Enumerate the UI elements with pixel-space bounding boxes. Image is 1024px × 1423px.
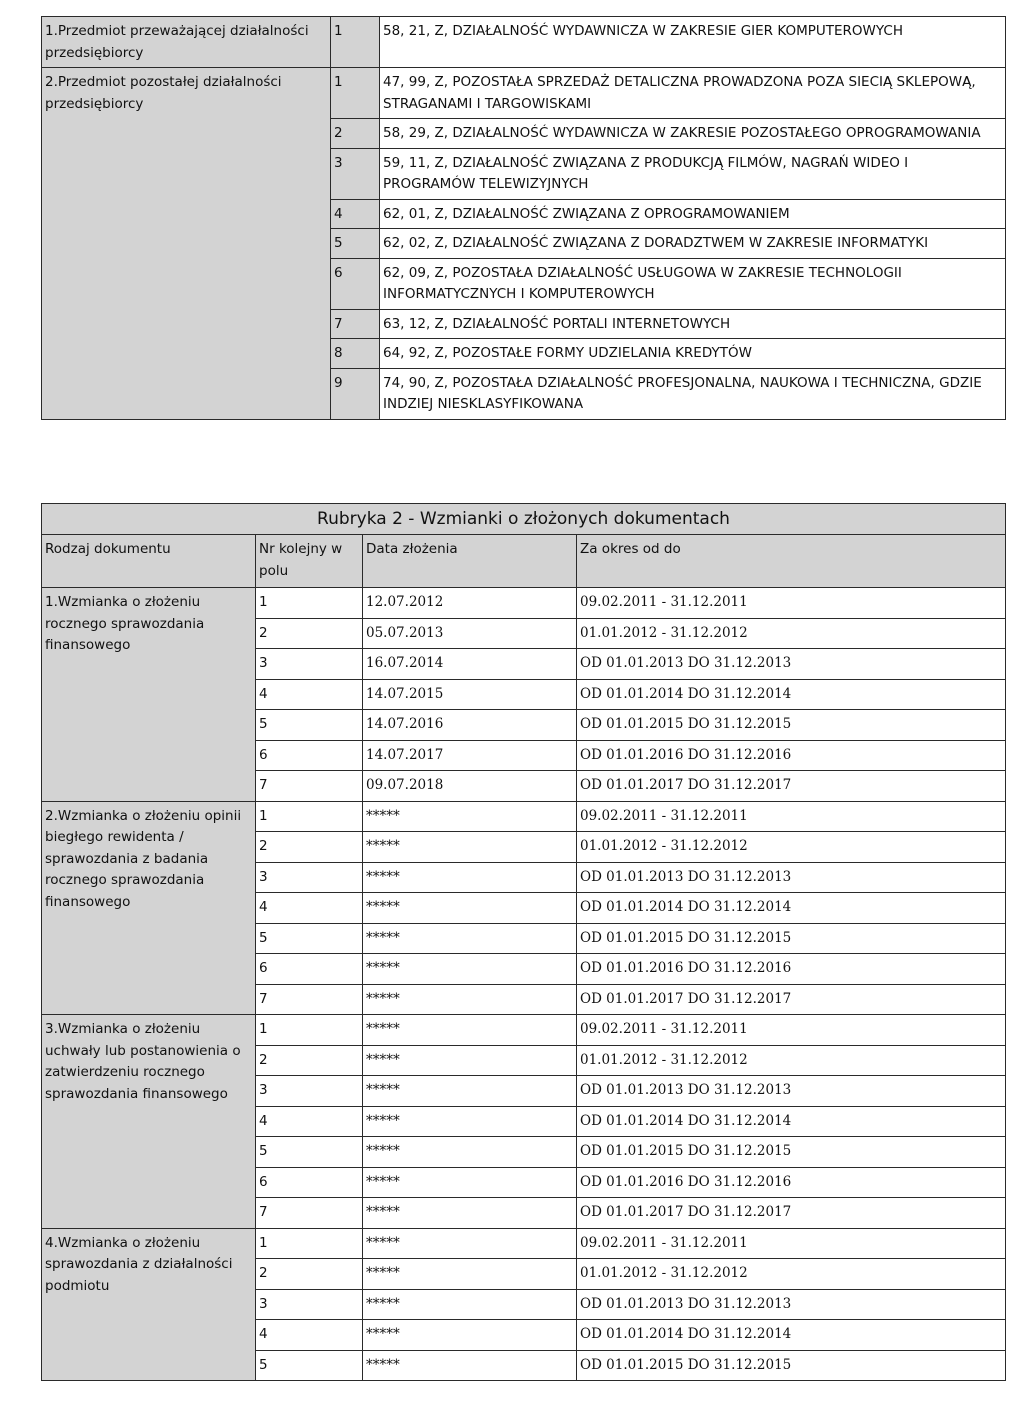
- rubryka-2-table: [41, 503, 1006, 1381]
- document-sequence-number: 5: [256, 1137, 363, 1168]
- activity-entry-text: 62, 02, Z, DZIAŁALNOŚĆ ZWIĄZANA Z DORADZTWEM W ZAKRESIE INFORMATYKI: [380, 229, 1006, 259]
- document-sequence-number: 1: [256, 588, 363, 619]
- activity-table: [41, 16, 1006, 420]
- document-filing-date: *****: [363, 1228, 577, 1259]
- activity-entry-text: 58, 29, Z, DZIAŁALNOŚĆ WYDAWNICZA W ZAKRESIE POZOSTAŁEGO OPROGRAMOWANIA: [380, 119, 1006, 149]
- document-sequence-number: 7: [256, 771, 363, 802]
- document-period: OD 01.01.2013 DO 31.12.2013: [577, 1289, 1006, 1320]
- rubryka-2-title-row: [42, 504, 1006, 535]
- document-filing-date: *****: [363, 1320, 577, 1351]
- document-sequence-number: 6: [256, 740, 363, 771]
- document-period: OD 01.01.2014 DO 31.12.2014: [577, 679, 1006, 710]
- activity-row: [42, 68, 1006, 119]
- document-sequence-number: 4: [256, 679, 363, 710]
- document-sequence-number: 1: [256, 801, 363, 832]
- document-sequence-number: 4: [256, 1106, 363, 1137]
- document-type-label: 4.Wzmianka o złożeniu sprawozdania z działalności podmiotu: [42, 1228, 256, 1381]
- document-period: OD 01.01.2013 DO 31.12.2013: [577, 1076, 1006, 1107]
- document-period: 09.02.2011 - 31.12.2011: [577, 1015, 1006, 1046]
- activity-entry-text: 62, 09, Z, POZOSTAŁA DZIAŁALNOŚĆ USŁUGOWA W ZAKRESIE TECHNOLOGII INFORMATYCZNYCH I KOMPUTEROWYCH: [380, 258, 1006, 309]
- document-filing-date: *****: [363, 954, 577, 985]
- activity-entry-text: 58, 21, Z, DZIAŁALNOŚĆ WYDAWNICZA W ZAKRESIE GIER KOMPUTEROWYCH: [380, 17, 1006, 68]
- document-filing-date: 14.07.2016: [363, 710, 577, 741]
- document-sequence-number: 4: [256, 1320, 363, 1351]
- document-period: OD 01.01.2015 DO 31.12.2015: [577, 923, 1006, 954]
- document-filing-date: *****: [363, 801, 577, 832]
- document-period: OD 01.01.2014 DO 31.12.2014: [577, 893, 1006, 924]
- document-period: OD 01.01.2015 DO 31.12.2015: [577, 710, 1006, 741]
- document-sequence-number: 5: [256, 1350, 363, 1381]
- activity-entry-number: 2: [331, 119, 380, 149]
- document-sequence-number: 7: [256, 1198, 363, 1229]
- activity-entry-number: 5: [331, 229, 380, 259]
- document-period: 09.02.2011 - 31.12.2011: [577, 1228, 1006, 1259]
- rubryka-2-body: [42, 504, 1006, 1381]
- document-filing-date: *****: [363, 923, 577, 954]
- activity-entry-text: 59, 11, Z, DZIAŁALNOŚĆ ZWIĄZANA Z PRODUKCJĄ FILMÓW, NAGRAŃ WIDEO I PROGRAMÓW TELEWIZYJNYCH: [380, 148, 1006, 199]
- activity-row: [42, 17, 1006, 68]
- document-period: OD 01.01.2016 DO 31.12.2016: [577, 740, 1006, 771]
- activity-entry-number: 6: [331, 258, 380, 309]
- header-rodzaj-dokumentu: Rodzaj dokumentu: [42, 535, 256, 588]
- document-sequence-number: 5: [256, 710, 363, 741]
- document-filing-date: 14.07.2015: [363, 679, 577, 710]
- document-filing-date: *****: [363, 893, 577, 924]
- document-period: OD 01.01.2014 DO 31.12.2014: [577, 1320, 1006, 1351]
- document-sequence-number: 5: [256, 923, 363, 954]
- document-filing-date: *****: [363, 1167, 577, 1198]
- activity-entry-number: 7: [331, 309, 380, 339]
- header-nr-kolejny: Nr kolejny w polu: [256, 535, 363, 588]
- document-filing-date: 14.07.2017: [363, 740, 577, 771]
- activity-entry-text: 64, 92, Z, POZOSTAŁE FORMY UDZIELANIA KREDYTÓW: [380, 339, 1006, 369]
- document-sequence-number: 2: [256, 618, 363, 649]
- activity-entry-number: 9: [331, 368, 380, 419]
- document-filing-date: *****: [363, 1045, 577, 1076]
- document-filing-date: *****: [363, 862, 577, 893]
- document-period: OD 01.01.2013 DO 31.12.2013: [577, 649, 1006, 680]
- document-sequence-number: 3: [256, 649, 363, 680]
- document-sequence-number: 3: [256, 862, 363, 893]
- document-type-label: 3.Wzmianka o złożeniu uchwały lub postanowienia o zatwierdzeniu rocznego sprawozdania finansowego: [42, 1015, 256, 1229]
- activity-entry-number: 8: [331, 339, 380, 369]
- document-sequence-number: 1: [256, 1015, 363, 1046]
- document-filing-date: 16.07.2014: [363, 649, 577, 680]
- document-row: [42, 588, 1006, 619]
- document-sequence-number: 1: [256, 1228, 363, 1259]
- rubryka-2-title: Rubryka 2 - Wzmianki o złożonych dokumentach: [42, 504, 1006, 535]
- document-filing-date: *****: [363, 1137, 577, 1168]
- document-row: [42, 1015, 1006, 1046]
- document-sequence-number: 6: [256, 954, 363, 985]
- header-data-zlozenia: Data złożenia: [363, 535, 577, 588]
- document-period: OD 01.01.2015 DO 31.12.2015: [577, 1137, 1006, 1168]
- document-period: OD 01.01.2013 DO 31.12.2013: [577, 862, 1006, 893]
- document-period: OD 01.01.2016 DO 31.12.2016: [577, 1167, 1006, 1198]
- document-period: 01.01.2012 - 31.12.2012: [577, 832, 1006, 863]
- document-sequence-number: 3: [256, 1076, 363, 1107]
- document-filing-date: *****: [363, 1198, 577, 1229]
- document-period: 01.01.2012 - 31.12.2012: [577, 1259, 1006, 1290]
- document-row: [42, 1228, 1006, 1259]
- document-period: OD 01.01.2015 DO 31.12.2015: [577, 1350, 1006, 1381]
- document-sequence-number: 2: [256, 832, 363, 863]
- activity-section-label: 2.Przedmiot pozostałej działalności przedsiębiorcy: [42, 68, 331, 420]
- document-filing-date: 05.07.2013: [363, 618, 577, 649]
- document-period: OD 01.01.2014 DO 31.12.2014: [577, 1106, 1006, 1137]
- document-period: 01.01.2012 - 31.12.2012: [577, 618, 1006, 649]
- document-filing-date: *****: [363, 832, 577, 863]
- document-filing-date: *****: [363, 1106, 577, 1137]
- document-sequence-number: 6: [256, 1167, 363, 1198]
- document-filing-date: *****: [363, 1289, 577, 1320]
- activity-table-body: [42, 17, 1006, 420]
- activity-entry-number: 4: [331, 199, 380, 229]
- document-period: OD 01.01.2017 DO 31.12.2017: [577, 1198, 1006, 1229]
- document-sequence-number: 2: [256, 1045, 363, 1076]
- document-filing-date: *****: [363, 1350, 577, 1381]
- document-filing-date: *****: [363, 984, 577, 1015]
- document-sequence-number: 3: [256, 1289, 363, 1320]
- activity-entry-text: 74, 90, Z, POZOSTAŁA DZIAŁALNOŚĆ PROFESJONALNA, NAUKOWA I TECHNICZNA, GDZIE INDZIEJ NIESKLASYFIKOWANA: [380, 368, 1006, 419]
- document-period: OD 01.01.2017 DO 31.12.2017: [577, 984, 1006, 1015]
- document-period: 09.02.2011 - 31.12.2011: [577, 801, 1006, 832]
- activity-section-label: 1.Przedmiot przeważającej działalności przedsiębiorcy: [42, 17, 331, 68]
- document-sequence-number: 4: [256, 893, 363, 924]
- document-period: 01.01.2012 - 31.12.2012: [577, 1045, 1006, 1076]
- document-sequence-number: 7: [256, 984, 363, 1015]
- document-filing-date: 12.07.2012: [363, 588, 577, 619]
- document-filing-date: 09.07.2018: [363, 771, 577, 802]
- document-filing-date: *****: [363, 1076, 577, 1107]
- document-filing-date: *****: [363, 1259, 577, 1290]
- rubryka-2-header-row: [42, 535, 1006, 588]
- activity-entry-text: 47, 99, Z, POZOSTAŁA SPRZEDAŻ DETALICZNA PROWADZONA POZA SIECIĄ SKLEPOWĄ, STRAGANAMI I TARGOWISKAMI: [380, 68, 1006, 119]
- document-period: 09.02.2011 - 31.12.2011: [577, 588, 1006, 619]
- document-type-label: 1.Wzmianka o złożeniu rocznego sprawozdania finansowego: [42, 588, 256, 802]
- activity-entry-text: 62, 01, Z, DZIAŁALNOŚĆ ZWIĄZANA Z OPROGRAMOWANIEM: [380, 199, 1006, 229]
- document-row: [42, 801, 1006, 832]
- activity-entry-text: 63, 12, Z, DZIAŁALNOŚĆ PORTALI INTERNETOWYCH: [380, 309, 1006, 339]
- document-period: OD 01.01.2017 DO 31.12.2017: [577, 771, 1006, 802]
- document-period: OD 01.01.2016 DO 31.12.2016: [577, 954, 1006, 985]
- document-sequence-number: 2: [256, 1259, 363, 1290]
- document-filing-date: *****: [363, 1015, 577, 1046]
- header-za-okres: Za okres od do: [577, 535, 1006, 588]
- activity-entry-number: 1: [331, 68, 380, 119]
- activity-entry-number: 1: [331, 17, 380, 68]
- document-type-label: 2.Wzmianka o złożeniu opinii biegłego rewidenta / sprawozdania z badania rocznego sprawozdania finansowego: [42, 801, 256, 1015]
- activity-entry-number: 3: [331, 148, 380, 199]
